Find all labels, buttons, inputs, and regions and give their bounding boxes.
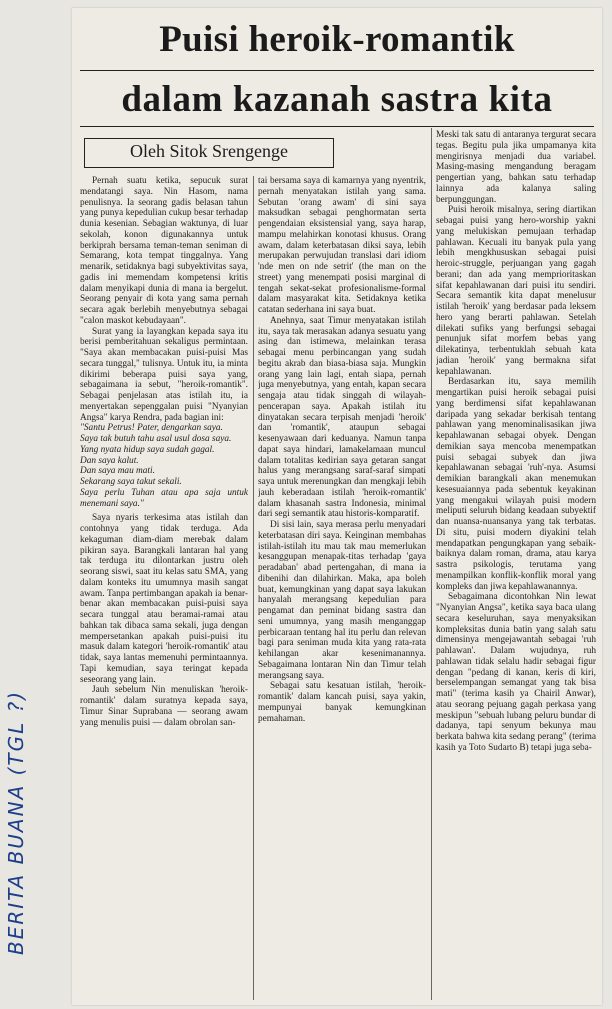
paragraph: Meski tak satu di antaranya tergurat secara tegas. Begitu pula jika umpamanya kita mengirisnya menjadi dua variabel. Masing-masing mengandung beragam pengertian yang, bahkan satu terhadap lainnya ada kalanya saling berpunggungan. [436,130,596,205]
column-divider [431,128,432,1000]
paragraph: Saya nyaris terkesima atas istilah dan contohnya yang tidak terduga. Ada kekaguman diam-diam merebak dalam pikiran saya. Barangkali lantaran hal yang tak terduga itu dilontarkan justru oleh seorang siswi, saat itu kelas satu SMA, yang dalam konteks itu umumnya masih sangat awam. Tanpa pertimbangan apakah ia benar-benar akan membacakan puisi-puisi saya secara tunggal atau beramai-ramai atau bahkan tak dibaca sama sekali, juga dengan mempersetankan apakah puisi-puisi itu masuk dalam kategori 'heroik-romantik' atau tidak, saya lantas memenuhi permintaannya. Tapi kemudian, saya teringat kepada seseorang yang lain. [80,513,248,685]
headline-rule-bottom [80,126,594,127]
headline-line-2: dalam kazanah sastra kita [121,79,553,120]
column-3 [436,130,596,1000]
column-2 [258,176,426,1000]
column-1 [80,176,248,1000]
newspaper-clipping [72,8,602,1005]
paragraph: Anehnya, saat Timur menyatakan istilah itu, saya tak merasakan adanya sesuatu yang asing dan istimewa, melainkan terasa sebagai menu perbincangan yang sudah begitu akrab dan biasa-biasa saja. Mungkin orang yang lain lagi, entah siapa, pernah juga menyebutnya, yang entah, kapan secara sengaja atau tidak singgah di wilayah-pencerapan saya. Apakah istilah itu dinyatakan secara terpisah menjadi 'heroik' dan 'romantik', ataupun sebagai kesenyawaan dari keduanya. Namun tanpa dapat saya hindari, lamakelamaan muncul dalam totalitas kedirian saya getaran sangat halus yang merangsang saraf-saraf simpati saya untuk merenungkan dan mengkaji lebih jauh keberadaan istilah 'heroik-romantik' dalam khasanah sastra Indonesia, minimal dari segi semantik atau historis-komparatif. [258,315,426,520]
handwritten-note: BERITA BUANA (TGL ?) [4,689,28,955]
verse-line: Dan saya kalut. [80,455,139,466]
verse-line: Sekarang saya takut sekali. [80,477,182,487]
paragraph: Sebagaimana dicontohkan Nin lewat "Nyanyian Angsa", ketika saya baca ulang secara keseluruhan, saya menyaksikan kompleksitas dunia batin yang salah satu dimensinya mengejawantah sebagai 'ruh pahlawan'. Dalam wujudnya, ruh pahlawan tidak selalu hadir sebagai figur dengan "pedang di kanan, keris di kiri, berselempangan semangat yang tak bisa mati" (terima kasih ya Chairil Anwar), atau seorang pejuang gagah perkasa yang meskipun "sebuah lubang peluru bundar di dadanya, tapi senyum bekunya mau berkata bahwa kita sedang perang" (terima kasih ya Toto Sudarto B) tetapi juga seba- [436,592,596,753]
paragraph: Di sisi lain, saya merasa perlu menyadari keterbatasan diri saya. Keinginan membahas istilah-istilah itu mau tak mau memerlukan kesanggupan menapak-titas terhadap 'gaya peradaban' abad pertengahan, di mana ia dibenihi dan dilahirkan. Maka, apa boleh buat, kemungkinan yang dapat saya lakukan hanyalah merangsang kepedulian para pengamat dan peminat bidang sastra dan seni umumnya, yang masih menganggap perbicaraan tentang hal itu perlu dan relevan bagi para seniman muda kita yang rata-rata kehilangan akar kesenimanannya. Sebagaimana lontaran Nin dan Timur telah merangsang saya. [258,520,426,681]
byline-box [84,138,334,168]
paragraph: Surat yang ia layangkan kepada saya itu berisi pemberitahuan sekaligus permintaan. "Saya akan membacakan puisi-puisi Mas secara tunggal," tulisnya. Untuk itu, ia minta dikirimi beberapa puisi saya yang, sebagaimana ia sebut, "heroik-romantik". Sebagai penjelasan atas istilah itu, ia menyertakan sepenggalan puisi "Nyanyian Angsa" karya Rendra, pada bagian ini: [80,326,248,423]
column-divider [253,176,254,1000]
verse-line: Saya tak butuh tahu asal usul dosa saya. [80,434,232,444]
verse-line: Yang nyata hidup saya sudah gagal. [80,444,215,455]
paragraph: Puisi heroik misalnya, sering diartikan sebagai puisi yang hero-worship yakni yang melukiskan pemujaan terhadap pahlawan. Kecuali itu banyak pula yang lebih mengkhususkan sebagai puisi heroic-struggle, perjuangan yang gagah berani; dan ada yang memprioritaskan sifat kepahlawanan dari puisi itu sendiri. Secara semantik kita dapat menelusur istilah 'heroik' yang berdasar pada leksem hero yang berarti pahlawan. Setelah dilekati sufiks yang berfungsi sebagai penunjuk sifat morfem bebas yang dilekatinya, terbentuklah sebuah kata jadian 'heroik' yang bermakna sifat kepahlawanan. [436,205,596,377]
paragraph: Jauh sebelum Nin menuliskan 'heroik-romantik' dalam suratnya kepada saya, Timur Sinar Suprabana — seorang awam yang menulis puisi — dalam obrolan san- [80,685,248,728]
headline-line-1: Puisi heroik-romantik [159,19,515,60]
verse-line: Saya perlu Tuhan atau apa saja untuk menemani saya." [80,487,248,509]
headline-rule [80,70,594,71]
paragraph: Berdasarkan itu, saya memilih mengartikan puisi heroik sebagai puisi yang berdimensi sifat kepahlawanan daripada yang sekadar berkisah tentang pahlawan yang menominalisasikan jiwa kepahlawanan sebagai obyek. Dengan demikian saya mencoba menempatkan puisi sebagai subyek dan jiwa kepahlawanan sebagai 'ruh'-nya. Asumsi demikian barangkali akan menemukan kesesuaiannya pada sebentuk keyakinan yang mengakui wilayah puisi modern meliputi seluruh bidang keadaan subyektif dan nuansa-nuansanya yang tak terbatas. Di situ, puisi modern diyakini telah mendapatkan pengungkapan yang sebaik-baiknya dalam roman, drama, atau karya sastra psikologis, terutama yang menampilkan konflik-konflik moral yang kompleks dan jiwa kepahlawanannya. [436,377,596,592]
paragraph: tai bersama saya di kamarnya yang nyentrik, pernah menyatakan istilah yang sama. Sebutan 'orang awam' di sini saya maksudkan sebagai penghormatan serta pengendaian eksistensial yang, saya harap, mampu melahirkan konotasi khusus. Orang awam, dalam keterbatasan diksi saya, lebih merupakan perwujudan translasi dari idiom 'nde men on nde setrit' (the man on the street) yang menempati posisi marginal di tengah sekat-sekat profesionalisme-formal dalam masyarakat kita. Setidaknya ketika catatan sederhana ini saya buat. [258,176,426,315]
paragraph: Pernah suatu ketika, sepucuk surat mendatangi saya. Nin Hasom, nama penulisnya. Ia seorang gadis belasan tahun yang punya kepedulian cukup besar terhadap dunia kesenian. Sebagian waktunya, di luar sekolah, konon digunakannya untuk berkiprah bersama teman-teman seniman di Semarang, kota tempat tinggalnya. Yang menarik, setidaknya bagi subyektivitas saya, gadis ini memendam kompetensi kritis dalam menyikapi dunia di mana ia bergelut. Seorang penyair di kota yang sama pernah secara agak berlebih menyebutnya sebagai "calon maskot kebudayaan". [80,176,248,326]
verse-line: Dan saya mau mati. [80,466,155,477]
verse-line: "Santu Petrus! Pater, dengarkan saya. [80,423,223,434]
byline: Oleh Sitok Srengenge [130,141,288,161]
paragraph: Sebagai satu kesatuan istilah, 'heroik-romantik' dalam kancah puisi, saya yakin, mempunyai banyak kemungkinan pemahaman. [258,681,426,724]
